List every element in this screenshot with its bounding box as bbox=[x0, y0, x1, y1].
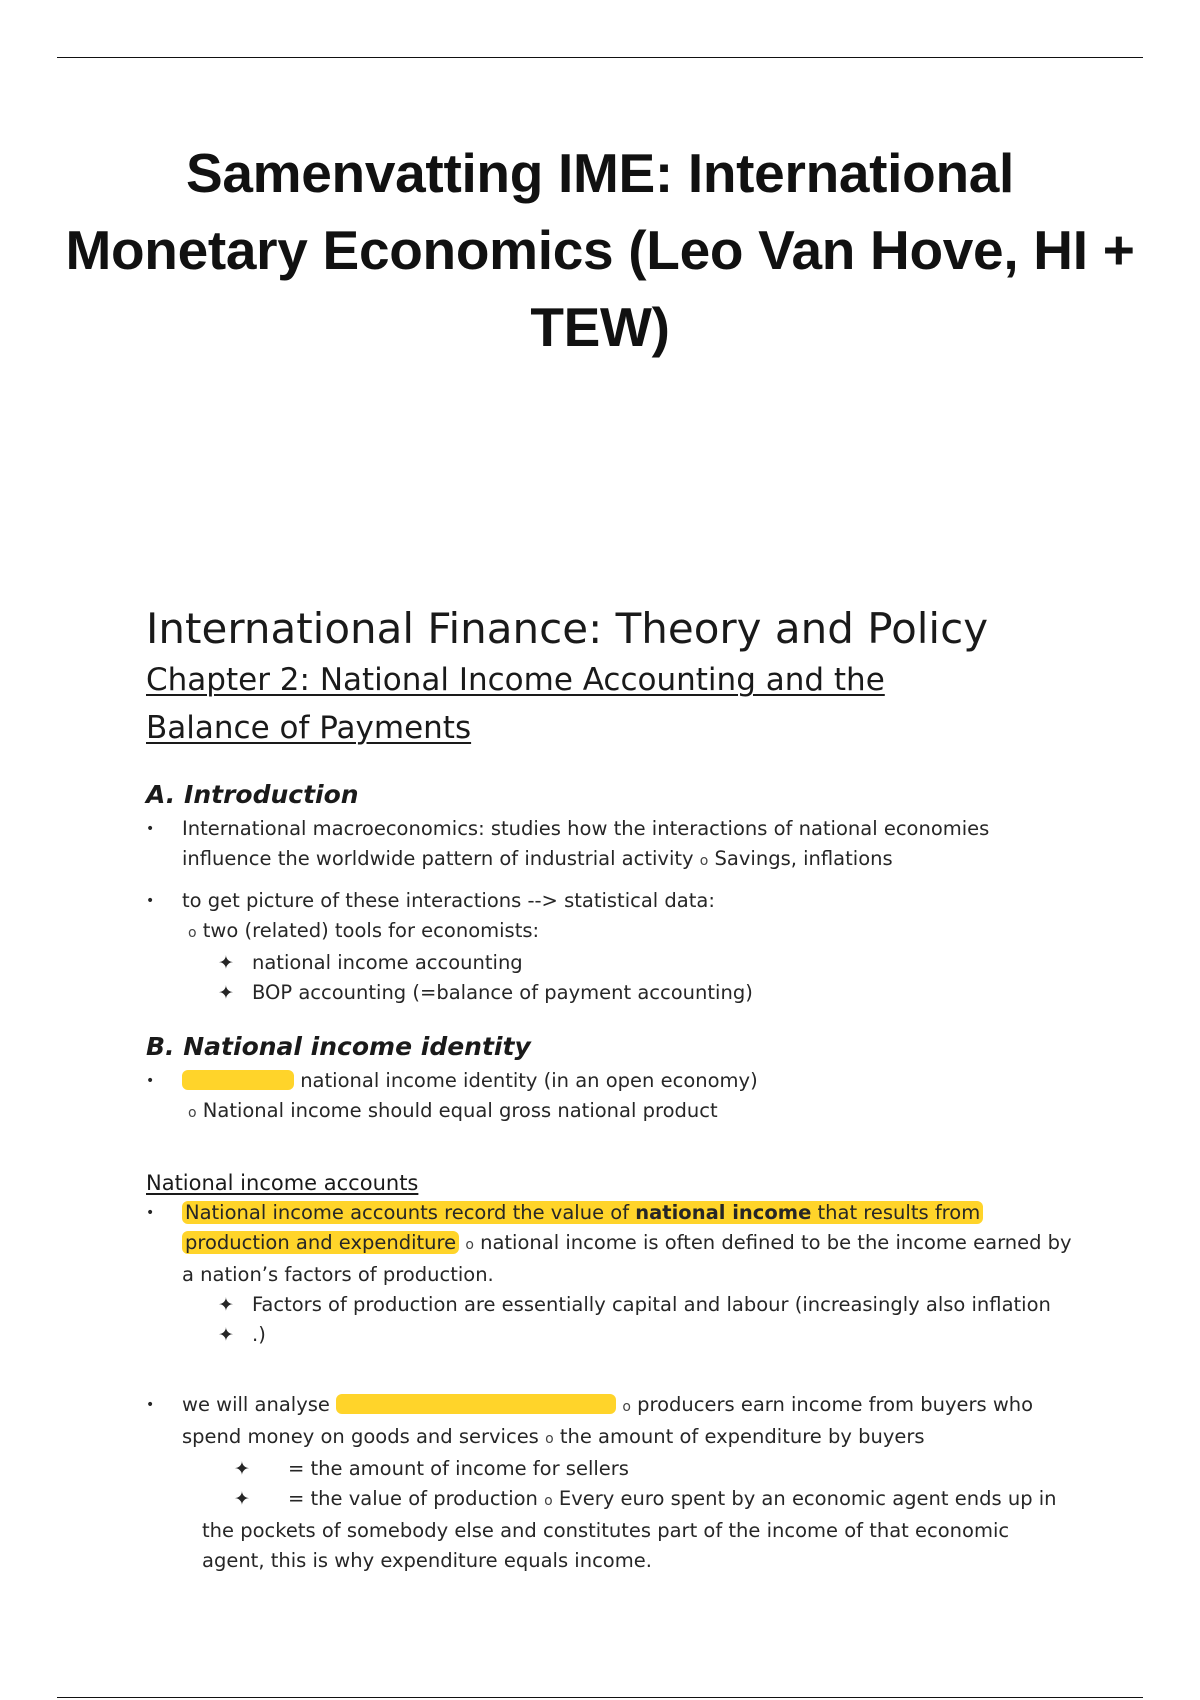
star-bullet-icon: ✦ bbox=[218, 952, 234, 974]
circle-bullet-icon: o bbox=[188, 1105, 197, 1121]
star-bullet-icon: ✦ bbox=[234, 1458, 250, 1480]
star-bullet-icon: ✦ bbox=[218, 982, 234, 1004]
list-item: • we will analyse o producers earn income from buyers who spend money on goods and services o the amount of expenditure by buyers bbox=[146, 1390, 1106, 1454]
section-a-heading: A. Introduction bbox=[146, 780, 359, 809]
paragraph-continuation: the pockets of somebody else and constitutes part of the income of that economic agent, this is why expenditure equals income. bbox=[202, 1519, 1010, 1572]
circle-bullet-icon: o bbox=[188, 925, 197, 941]
circle-bullet-icon: o bbox=[544, 1493, 553, 1509]
subsection-heading: National income accounts bbox=[146, 1171, 419, 1195]
circle-bullet-icon: o bbox=[622, 1399, 631, 1415]
sub-list-item: ✦ .) bbox=[146, 1320, 1106, 1350]
sub-list-item: ✦ Factors of production are essentially capital and labour (increasingly also inflation bbox=[146, 1290, 1106, 1320]
document-title: Samenvatting IME: International Monetary Economics (Leo Van Hove, HI + TEW) bbox=[65, 141, 1135, 358]
star-bullet-icon: ✦ bbox=[218, 1324, 234, 1346]
circle-bullet-icon: o bbox=[699, 853, 709, 869]
sub-list-item: ✦ = the value of production o Every euro spent by an economic agent ends up in bbox=[146, 1484, 1106, 1516]
highlight-mark bbox=[336, 1394, 616, 1414]
book-title: International Finance: Theory and Policy bbox=[146, 604, 989, 653]
bullet-icon: • bbox=[146, 821, 155, 837]
circle-bullet-icon: o bbox=[465, 1237, 474, 1253]
sub-list-item: ✦ = the amount of income for sellers bbox=[146, 1454, 1106, 1484]
document-body bbox=[146, 602, 1106, 1576]
circle-bullet-icon: o bbox=[545, 1431, 554, 1447]
highlighted-text: production and expenditure bbox=[182, 1231, 459, 1254]
bottom-rule bbox=[57, 1697, 1143, 1698]
highlighted-text: National income accounts record the value of national income that results from bbox=[182, 1201, 983, 1224]
bullet-icon: • bbox=[146, 1397, 155, 1413]
top-rule bbox=[57, 57, 1143, 58]
sub-list-item: o National income should equal gross national product bbox=[188, 1099, 718, 1122]
section-b-heading: B. National income identity bbox=[146, 1032, 531, 1061]
list-item: • International macroeconomics: studies how the interactions of national economies influence the worldwide pattern of industrial activity o Savings, inflations bbox=[146, 814, 1106, 876]
list-item: • to get picture of these interactions --> statistical data: bbox=[146, 886, 1106, 916]
bullet-icon: • bbox=[146, 1073, 155, 1089]
list-item: • National income accounts record the value of national income that results from production and expenditure o national income is often defined to be the income earned by a nation’s factors of production. bbox=[146, 1198, 1106, 1290]
star-bullet-icon: ✦ bbox=[218, 1294, 234, 1316]
highlight-mark bbox=[182, 1070, 294, 1090]
tool-item: ✦ national income accounting bbox=[146, 948, 1106, 978]
list-item: • national income identity (in an open economy) bbox=[146, 1066, 1106, 1096]
star-bullet-icon: ✦ bbox=[234, 1488, 250, 1510]
sub-list-item: o two (related) tools for economists: bbox=[188, 919, 540, 942]
bullet-icon: • bbox=[146, 1205, 155, 1221]
bullet-icon: • bbox=[146, 893, 155, 909]
tool-item: ✦ BOP accounting (=balance of payment accounting) bbox=[146, 978, 1106, 1008]
chapter-title: Chapter 2: National Income Accounting and the Balance of Payments bbox=[146, 662, 885, 746]
